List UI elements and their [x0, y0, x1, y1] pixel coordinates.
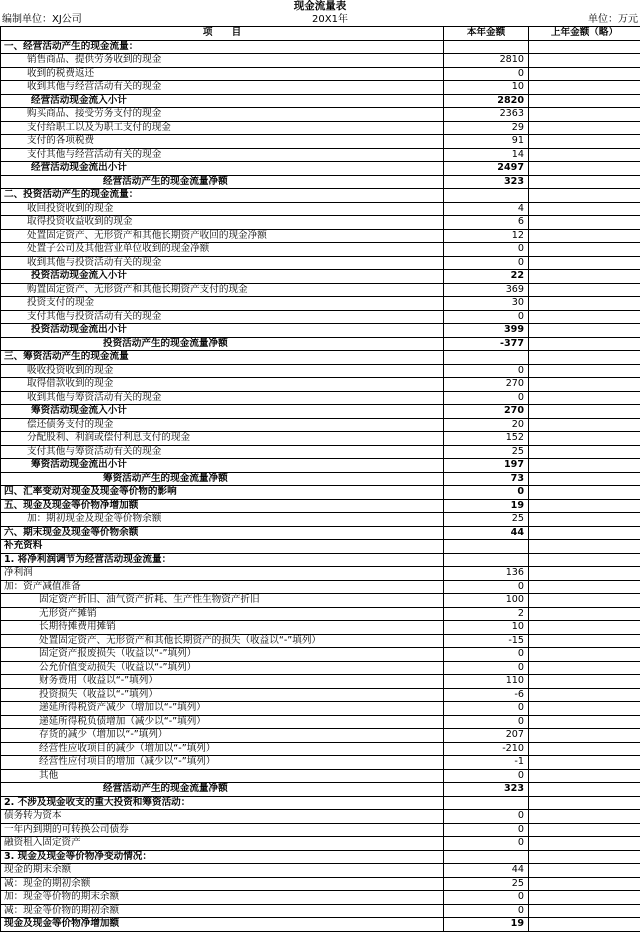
row-current-amount: 91: [444, 135, 529, 149]
row-label: 经营活动现金流出小计: [1, 162, 444, 176]
table-row: [1, 297, 640, 311]
table-row: [1, 445, 640, 459]
row-current-amount: 44: [444, 864, 529, 878]
row-label: 处置固定资产、无形资产和其他长期资产的损失（收益以“-”填列）: [1, 634, 444, 648]
row-prior-amount: [529, 810, 640, 824]
row-label: 3. 现金及现金等价物净变动情况：: [1, 850, 444, 864]
row-label: 取得借款收到的现金: [1, 378, 444, 392]
row-prior-amount: [529, 688, 640, 702]
row-label: 支付的各项税费: [1, 135, 444, 149]
row-label: 加：现金等价物的期末余额: [1, 891, 444, 905]
row-label: 购买商品、接受劳务支付的现金: [1, 108, 444, 122]
row-prior-amount: [529, 486, 640, 500]
row-label: 现金及现金等价物净增加额: [1, 918, 444, 932]
table-row: [1, 175, 640, 189]
table-row: [1, 202, 640, 216]
row-prior-amount: [529, 891, 640, 905]
row-label: 处置固定资产、无形资产和其他长期资产收回的现金净额: [1, 229, 444, 243]
row-current-amount: 19: [444, 918, 529, 932]
row-prior-amount: [529, 769, 640, 783]
row-label: 投资活动产生的现金流量净额: [1, 337, 444, 351]
table-row: [1, 864, 640, 878]
row-current-amount: 44: [444, 526, 529, 540]
row-prior-amount: [529, 756, 640, 770]
row-label: 一年内到期的可转换公司债券: [1, 823, 444, 837]
table-row: [1, 621, 640, 635]
row-current-amount: 0: [444, 256, 529, 270]
row-label: 递延所得税负债增加（减少以“-”填列）: [1, 715, 444, 729]
table-row: [1, 162, 640, 176]
company-unit: 编制单位：XJ公司: [2, 14, 82, 25]
table-row: [1, 432, 640, 446]
row-label: 长期待摊费用摊销: [1, 621, 444, 635]
table-row: [1, 499, 640, 513]
row-current-amount: 30: [444, 297, 529, 311]
row-current-amount: 399: [444, 324, 529, 338]
row-current-amount: -15: [444, 634, 529, 648]
row-label: 六、期末现金及现金等价物余额: [1, 526, 444, 540]
row-current-amount: 100: [444, 594, 529, 608]
row-current-amount: 12: [444, 229, 529, 243]
table-row: [1, 337, 640, 351]
row-prior-amount: [529, 540, 640, 554]
table-row: [1, 634, 640, 648]
row-current-amount: 136: [444, 567, 529, 581]
table-row: [1, 796, 640, 810]
header-current: 本年金额: [444, 27, 529, 41]
table-row: [1, 270, 640, 284]
row-prior-amount: [529, 526, 640, 540]
row-prior-amount: [529, 121, 640, 135]
row-label: 经营活动产生的现金流量净额: [1, 783, 444, 797]
row-prior-amount: [529, 648, 640, 662]
row-label: 固定资产折旧、油气资产折耗、生产性生物资产折旧: [1, 594, 444, 608]
row-current-amount: [444, 540, 529, 554]
table-row: [1, 756, 640, 770]
row-current-amount: 0: [444, 67, 529, 81]
table-row: [1, 148, 640, 162]
table-row: [1, 418, 640, 432]
row-current-amount: 0: [444, 486, 529, 500]
row-current-amount: 2: [444, 607, 529, 621]
table-row: [1, 837, 640, 851]
row-current-amount: 0: [444, 837, 529, 851]
row-current-amount: 14: [444, 148, 529, 162]
row-current-amount: -377: [444, 337, 529, 351]
table-row: [1, 54, 640, 68]
row-current-amount: 10: [444, 81, 529, 95]
row-prior-amount: [529, 216, 640, 230]
table-row: [1, 67, 640, 81]
row-label: 公允价值变动损失（收益以“-”填列）: [1, 661, 444, 675]
table-row: [1, 351, 640, 365]
table-row: [1, 675, 640, 689]
table-row: [1, 810, 640, 824]
row-prior-amount: [529, 513, 640, 527]
table-row: [1, 526, 640, 540]
row-label: 取得投资收益收到的现金: [1, 216, 444, 230]
row-label: 一、经营活动产生的现金流量：: [1, 40, 444, 54]
table-row: [1, 283, 640, 297]
row-current-amount: 207: [444, 729, 529, 743]
statement-title: 现金流量表: [293, 0, 347, 12]
row-current-amount: 25: [444, 513, 529, 527]
table-row: [1, 850, 640, 864]
row-current-amount: [444, 189, 529, 203]
row-current-amount: 20: [444, 418, 529, 432]
row-current-amount: 0: [444, 823, 529, 837]
row-prior-amount: [529, 459, 640, 473]
header-row: [1, 27, 640, 41]
row-prior-amount: [529, 391, 640, 405]
row-prior-amount: [529, 337, 640, 351]
row-label: 经营活动现金流入小计: [1, 94, 444, 108]
row-prior-amount: [529, 243, 640, 257]
row-label: 减：现金的期初余额: [1, 877, 444, 891]
row-current-amount: 0: [444, 391, 529, 405]
row-prior-amount: [529, 135, 640, 149]
table-row: [1, 553, 640, 567]
table-row: [1, 310, 640, 324]
row-label: 减：现金等价物的期初余额: [1, 904, 444, 918]
row-prior-amount: [529, 904, 640, 918]
row-prior-amount: [529, 40, 640, 54]
row-prior-amount: [529, 162, 640, 176]
row-current-amount: 29: [444, 121, 529, 135]
row-label: 1. 将净利润调节为经营活动现金流量：: [1, 553, 444, 567]
row-label: 筹资活动现金流入小计: [1, 405, 444, 419]
row-prior-amount: [529, 607, 640, 621]
row-label: 吸收投资收到的现金: [1, 364, 444, 378]
fiscal-year: 20X1年: [312, 14, 348, 25]
row-prior-amount: [529, 715, 640, 729]
table-row: [1, 513, 640, 527]
row-label: 递延所得税资产减少（增加以“-”填列）: [1, 702, 444, 716]
table-row: [1, 486, 640, 500]
row-prior-amount: [529, 405, 640, 419]
row-prior-amount: [529, 877, 640, 891]
row-current-amount: [444, 351, 529, 365]
row-current-amount: 0: [444, 810, 529, 824]
row-current-amount: 4: [444, 202, 529, 216]
row-prior-amount: [529, 823, 640, 837]
row-current-amount: 0: [444, 891, 529, 905]
row-label: 偿还债务支付的现金: [1, 418, 444, 432]
table-row: [1, 823, 640, 837]
row-prior-amount: [529, 297, 640, 311]
row-current-amount: 323: [444, 175, 529, 189]
row-label: 支付其他与经营活动有关的现金: [1, 148, 444, 162]
row-label: 其他: [1, 769, 444, 783]
row-prior-amount: [529, 202, 640, 216]
row-current-amount: 2820: [444, 94, 529, 108]
row-current-amount: [444, 40, 529, 54]
row-label: 购置固定资产、无形资产和其他长期资产支付的现金: [1, 283, 444, 297]
row-current-amount: 6: [444, 216, 529, 230]
table-row: [1, 216, 640, 230]
row-prior-amount: [529, 729, 640, 743]
table-row: [1, 648, 640, 662]
row-prior-amount: [529, 108, 640, 122]
table-row: [1, 472, 640, 486]
table-row: [1, 40, 640, 54]
table-row: [1, 229, 640, 243]
row-current-amount: 2363: [444, 108, 529, 122]
table-row: [1, 580, 640, 594]
row-current-amount: -210: [444, 742, 529, 756]
row-current-amount: 152: [444, 432, 529, 446]
row-prior-amount: [529, 310, 640, 324]
table-row: [1, 364, 640, 378]
row-prior-amount: [529, 661, 640, 675]
row-prior-amount: [529, 94, 640, 108]
row-label: 财务费用（收益以“-”填列）: [1, 675, 444, 689]
row-prior-amount: [529, 351, 640, 365]
row-current-amount: 0: [444, 648, 529, 662]
row-label: 支付其他与筹资活动有关的现金: [1, 445, 444, 459]
row-prior-amount: [529, 499, 640, 513]
row-label: 投资支付的现金: [1, 297, 444, 311]
table-row: [1, 918, 640, 932]
row-current-amount: 19: [444, 499, 529, 513]
row-label: 现金的期末余额: [1, 864, 444, 878]
header-item: 项 目: [1, 27, 444, 41]
row-current-amount: 0: [444, 715, 529, 729]
table-row: [1, 729, 640, 743]
row-prior-amount: [529, 553, 640, 567]
row-prior-amount: [529, 850, 640, 864]
row-label: 经营性应收项目的减少（增加以“-”填列）: [1, 742, 444, 756]
row-prior-amount: [529, 148, 640, 162]
row-current-amount: 25: [444, 877, 529, 891]
row-current-amount: 2497: [444, 162, 529, 176]
row-label: 收到其他与筹资活动有关的现金: [1, 391, 444, 405]
row-current-amount: 73: [444, 472, 529, 486]
row-current-amount: 197: [444, 459, 529, 473]
table-row: [1, 121, 640, 135]
row-prior-amount: [529, 621, 640, 635]
row-label: 存货的减少（增加以“-”填列）: [1, 729, 444, 743]
header-prior: 上年金额（略）: [529, 27, 640, 41]
table-row: [1, 391, 640, 405]
row-prior-amount: [529, 634, 640, 648]
row-prior-amount: [529, 270, 640, 284]
row-prior-amount: [529, 54, 640, 68]
row-prior-amount: [529, 432, 640, 446]
row-prior-amount: [529, 675, 640, 689]
row-prior-amount: [529, 837, 640, 851]
row-label: 销售商品、提供劳务收到的现金: [1, 54, 444, 68]
row-current-amount: 2810: [444, 54, 529, 68]
row-label: 经营活动产生的现金流量净额: [1, 175, 444, 189]
row-current-amount: 0: [444, 904, 529, 918]
row-prior-amount: [529, 594, 640, 608]
row-prior-amount: [529, 67, 640, 81]
statement-table: [0, 26, 640, 932]
row-label: 筹资活动产生的现金流量净额: [1, 472, 444, 486]
row-prior-amount: [529, 702, 640, 716]
row-label: 筹资活动现金流出小计: [1, 459, 444, 473]
row-current-amount: 0: [444, 364, 529, 378]
table-row: [1, 715, 640, 729]
table-row: [1, 661, 640, 675]
row-prior-amount: [529, 81, 640, 95]
row-label: 支付其他与投资活动有关的现金: [1, 310, 444, 324]
row-label: 无形资产摊销: [1, 607, 444, 621]
row-prior-amount: [529, 918, 640, 932]
row-current-amount: 270: [444, 405, 529, 419]
row-current-amount: 369: [444, 283, 529, 297]
table-row: [1, 702, 640, 716]
row-prior-amount: [529, 378, 640, 392]
table-row: [1, 877, 640, 891]
row-current-amount: -1: [444, 756, 529, 770]
row-label: 投资活动现金流入小计: [1, 270, 444, 284]
table-row: [1, 769, 640, 783]
row-prior-amount: [529, 283, 640, 297]
statement-meta: [0, 13, 640, 26]
row-current-amount: -6: [444, 688, 529, 702]
row-current-amount: 0: [444, 702, 529, 716]
row-current-amount: 25: [444, 445, 529, 459]
row-current-amount: 0: [444, 580, 529, 594]
row-current-amount: 0: [444, 769, 529, 783]
row-label: 投资活动现金流出小计: [1, 324, 444, 338]
row-prior-amount: [529, 189, 640, 203]
table-row: [1, 904, 640, 918]
row-prior-amount: [529, 472, 640, 486]
table-row: [1, 243, 640, 257]
row-label: 融资租入固定资产: [1, 837, 444, 851]
table-row: [1, 891, 640, 905]
row-label: 收到的税费返还: [1, 67, 444, 81]
row-label: 四、汇率变动对现金及现金等价物的影响: [1, 486, 444, 500]
row-current-amount: 110: [444, 675, 529, 689]
row-prior-amount: [529, 256, 640, 270]
row-label: 加：资产减值准备: [1, 580, 444, 594]
row-prior-amount: [529, 229, 640, 243]
row-label: 收到其他与经营活动有关的现金: [1, 81, 444, 95]
table-row: [1, 594, 640, 608]
row-prior-amount: [529, 364, 640, 378]
row-prior-amount: [529, 445, 640, 459]
table-row: [1, 459, 640, 473]
table-row: [1, 540, 640, 554]
row-current-amount: [444, 796, 529, 810]
row-prior-amount: [529, 324, 640, 338]
row-current-amount: 0: [444, 243, 529, 257]
row-label: 五、现金及现金等价物净增加额: [1, 499, 444, 513]
row-label: 债务转为资本: [1, 810, 444, 824]
table-row: [1, 378, 640, 392]
currency-unit: 单位：万元: [588, 14, 638, 25]
row-current-amount: 0: [444, 310, 529, 324]
row-prior-amount: [529, 418, 640, 432]
table-row: [1, 783, 640, 797]
row-label: 收回投资收到的现金: [1, 202, 444, 216]
row-label: 三、筹资活动产生的现金流量: [1, 351, 444, 365]
row-current-amount: 22: [444, 270, 529, 284]
table-row: [1, 688, 640, 702]
row-prior-amount: [529, 796, 640, 810]
row-prior-amount: [529, 580, 640, 594]
table-row: [1, 94, 640, 108]
row-label: 固定资产报废损失（收益以“-”填列）: [1, 648, 444, 662]
row-label: 经营性应付项目的增加（减少以“-”填列）: [1, 756, 444, 770]
row-current-amount: [444, 850, 529, 864]
table-row: [1, 324, 640, 338]
row-label: 投资损失（收益以“-”填列）: [1, 688, 444, 702]
row-current-amount: 10: [444, 621, 529, 635]
row-label: 补充资料: [1, 540, 444, 554]
table-row: [1, 189, 640, 203]
row-current-amount: 0: [444, 661, 529, 675]
row-prior-amount: [529, 567, 640, 581]
table-row: [1, 108, 640, 122]
table-row: [1, 256, 640, 270]
table-row: [1, 607, 640, 621]
row-label: 分配股利、利润或偿付利息支付的现金: [1, 432, 444, 446]
row-label: 加：期初现金及现金等价物余额: [1, 513, 444, 527]
row-prior-amount: [529, 783, 640, 797]
table-row: [1, 567, 640, 581]
row-label: 收到其他与投资活动有关的现金: [1, 256, 444, 270]
table-row: [1, 81, 640, 95]
row-prior-amount: [529, 742, 640, 756]
row-current-amount: 323: [444, 783, 529, 797]
row-label: 净利润: [1, 567, 444, 581]
row-current-amount: 270: [444, 378, 529, 392]
table-row: [1, 135, 640, 149]
row-label: 支付给职工以及为职工支付的现金: [1, 121, 444, 135]
row-prior-amount: [529, 175, 640, 189]
row-label: 2. 不涉及现金收支的重大投资和筹资活动：: [1, 796, 444, 810]
row-label: 处置子公司及其他营业单位收到的现金净额: [1, 243, 444, 257]
row-label: 二、投资活动产生的现金流量：: [1, 189, 444, 203]
table-row: [1, 742, 640, 756]
row-current-amount: [444, 553, 529, 567]
table-row: [1, 405, 640, 419]
row-prior-amount: [529, 864, 640, 878]
